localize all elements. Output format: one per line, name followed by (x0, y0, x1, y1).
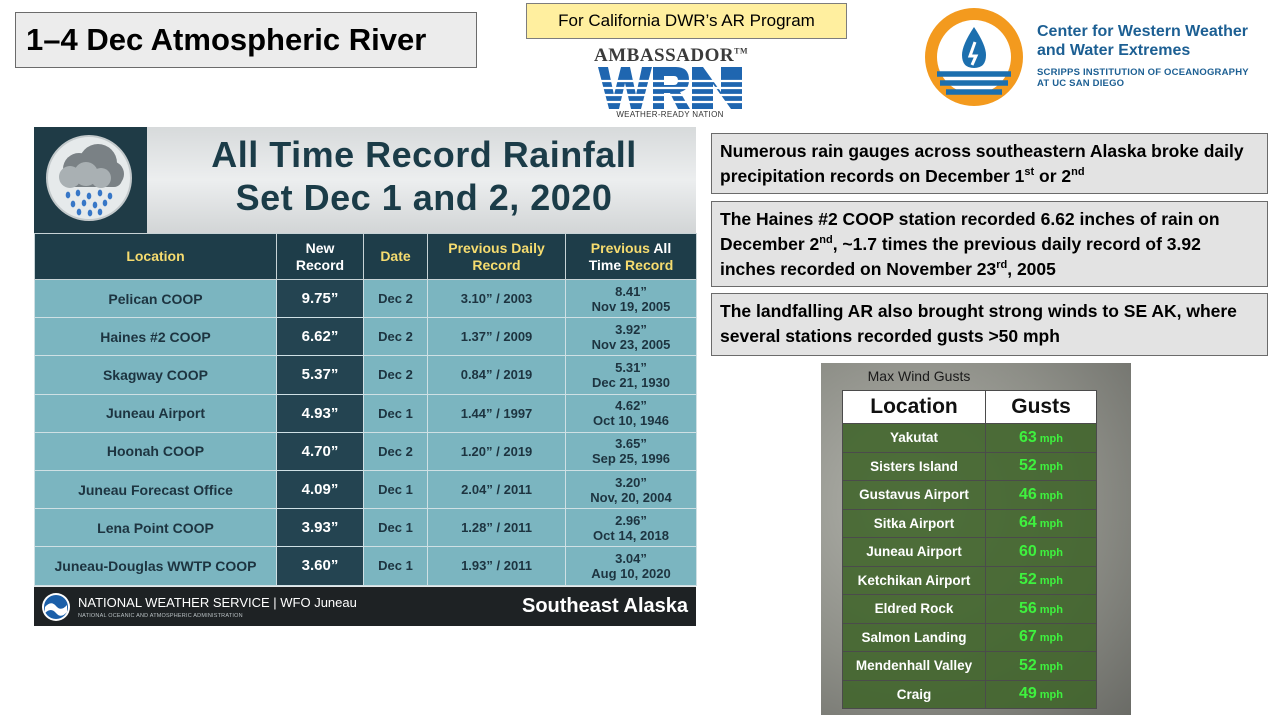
gust-value-cell (986, 538, 1097, 567)
table-row (35, 318, 697, 356)
station-name: Haines #2 COOP (35, 318, 277, 356)
info2-text-b: , ~1.7 times the previous daily record of 3.92 inches recorded on November 23 (720, 234, 1201, 279)
previous-daily-record: 0.84” / 2019 (428, 356, 566, 394)
previous-daily-record: 2.04” / 2011 (428, 470, 566, 508)
gust-value-cell (986, 509, 1097, 538)
wind-gust-graphic (821, 363, 1131, 715)
wind-station-name: Gustavus Airport (843, 481, 986, 510)
all-time-date: Sep 25, 1996 (591, 451, 671, 467)
all-time-value: 5.31” (615, 359, 647, 375)
table-row (843, 680, 1097, 709)
previous-daily-record: 1.28” / 2011 (428, 509, 566, 547)
info1-sup-a: st (1024, 166, 1035, 179)
rainfall-header-row (35, 234, 697, 280)
wind-station-name: Juneau Airport (843, 538, 986, 567)
col-header-previous-daily (428, 234, 566, 280)
info2-text-a: The Haines #2 COOP station recorded 6.62 inches of rain on December 2 (720, 209, 1220, 254)
wind-header-row (843, 391, 1097, 424)
station-name: Juneau Forecast Office (35, 470, 277, 508)
gust-value-cell (986, 566, 1097, 595)
new-record-value: 3.93” (277, 509, 364, 547)
gust-value: 63 (1018, 428, 1037, 446)
gust-unit: mph (1039, 546, 1064, 559)
trademark-mark: TM (734, 46, 749, 56)
gust-value: 52 (1018, 571, 1037, 589)
gust-value: 56 (1018, 599, 1037, 617)
wind-station-name: Eldred Rock (843, 595, 986, 624)
new-record-value: 9.75” (277, 280, 364, 318)
info2-sup-b: rd (996, 259, 1008, 272)
previous-all-time-record (566, 318, 697, 356)
table-row (843, 623, 1097, 652)
prev-all-2a: Time (588, 256, 622, 273)
new-record-line2: Record (295, 256, 345, 273)
info1-sup-b: nd (1071, 166, 1085, 179)
gust-unit: mph (1039, 575, 1064, 588)
wind-gust-caption: Max Wind Gusts (867, 368, 971, 384)
record-rainfall-graphic (34, 127, 696, 626)
wind-station-name: Craig (843, 680, 986, 709)
previous-all-time-record (566, 547, 697, 585)
table-row (843, 538, 1097, 567)
station-name: Juneau-Douglas WWTP COOP (35, 547, 277, 585)
previous-all-time-record (566, 509, 697, 547)
info-box-winds: The landfalling AR also brought strong winds to SE AK, where several stations recorded gusts >50 mph (711, 293, 1268, 356)
previous-daily-record: 1.93” / 2011 (428, 547, 566, 585)
rain-cloud-box (34, 127, 147, 233)
all-time-value: 2.96” (615, 512, 647, 528)
gust-value: 49 (1018, 685, 1037, 703)
table-row (35, 432, 697, 470)
gust-unit: mph (1039, 461, 1064, 474)
previous-daily-record: 1.20” / 2019 (428, 432, 566, 470)
station-name: Pelican COOP (35, 280, 277, 318)
col-header-location: Location (843, 391, 986, 424)
previous-daily-line2: Record (472, 256, 521, 273)
gust-value-cell (986, 452, 1097, 481)
previous-daily-line1: Previous Daily (448, 239, 545, 256)
record-rainfall-title (154, 133, 694, 219)
record-date: Dec 1 (364, 394, 428, 432)
previous-daily-record: 3.10” / 2003 (428, 280, 566, 318)
noaa-agency-name: NATIONAL OCEANIC AND ATMOSPHERIC ADMINISTRATION (78, 613, 243, 619)
wind-station-name: Mendenhall Valley (843, 652, 986, 681)
gust-unit: mph (1039, 489, 1064, 502)
gust-unit: mph (1039, 518, 1064, 531)
wrn-tagline: WEATHER-READY NATION (616, 110, 724, 119)
ambassador-text: AMBASSADOR (594, 45, 735, 66)
wind-station-name: Salmon Landing (843, 623, 986, 652)
record-date: Dec 1 (364, 547, 428, 585)
all-time-date: Oct 14, 2018 (593, 527, 669, 543)
cw3e-drop-icon (924, 5, 1028, 109)
gust-unit: mph (1039, 432, 1064, 445)
all-time-date: Nov, 20, 2004 (590, 489, 672, 505)
gust-value-cell (986, 595, 1097, 624)
record-date: Dec 2 (364, 432, 428, 470)
new-record-value: 4.93” (277, 394, 364, 432)
gust-value: 52 (1018, 656, 1037, 674)
nws-office-name: NATIONAL WEATHER SERVICE | WFO Juneau (78, 595, 357, 610)
new-record-value: 6.62” (277, 318, 364, 356)
all-time-value: 8.41” (615, 283, 647, 299)
table-row (35, 280, 697, 318)
rain-cloud-icon (34, 127, 147, 233)
prev-all-2b: Record (625, 256, 674, 273)
all-time-date: Nov 23, 2005 (591, 336, 671, 352)
record-date: Dec 2 (364, 318, 428, 356)
col-header-date: Date (364, 234, 428, 280)
gust-unit: mph (1039, 689, 1064, 702)
previous-all-time-record (566, 470, 697, 508)
record-rainfall-header (34, 127, 696, 233)
record-rainfall-title-line2: Set Dec 1 and 2, 2020 (235, 177, 613, 218)
all-time-date: Dec 21, 1930 (591, 374, 671, 390)
info2-text-c: , 2005 (1007, 259, 1056, 279)
wind-station-name: Yakutat (843, 424, 986, 453)
gust-unit: mph (1039, 632, 1064, 645)
new-record-value: 4.09” (277, 470, 364, 508)
info1-text-a: Numerous rain gauges across southeastern Alaska broke daily precipitation records on December 1 (720, 141, 1244, 186)
all-time-date: Aug 10, 2020 (591, 565, 671, 581)
info-box-rain-gauges (711, 133, 1268, 194)
gust-value: 67 (1018, 628, 1037, 646)
table-row (843, 652, 1097, 681)
previous-all-time-record (566, 280, 697, 318)
station-name: Juneau Airport (35, 394, 277, 432)
previous-all-time-record (566, 394, 697, 432)
table-row (843, 509, 1097, 538)
table-row (843, 424, 1097, 453)
cw3e-sub-line1: SCRIPPS INSTITUTION OF OCEANOGRAPHY (1037, 67, 1249, 78)
record-rainfall-title-line1: All Time Record Rainfall (211, 134, 637, 175)
gust-value-cell (986, 680, 1097, 709)
all-time-value: 4.62” (615, 398, 647, 414)
info-box-haines (711, 201, 1268, 287)
all-time-value: 3.20” (615, 474, 647, 490)
prev-all-1a: Previous (590, 239, 650, 256)
previous-all-time-record (566, 432, 697, 470)
all-time-date: Nov 19, 2005 (591, 298, 671, 314)
wind-station-name: Sisters Island (843, 452, 986, 481)
info2-sup-a: nd (819, 234, 833, 247)
new-record-value: 3.60” (277, 547, 364, 585)
cw3e-logo (924, 5, 1269, 109)
record-date: Dec 1 (364, 509, 428, 547)
gust-value-cell (986, 652, 1097, 681)
wrn-ambassador-logo (590, 43, 750, 121)
table-row (35, 470, 697, 508)
col-header-new-record (277, 234, 364, 280)
station-name: Hoonah COOP (35, 432, 277, 470)
all-time-value: 3.04” (615, 550, 647, 566)
noaa-logo-icon (41, 592, 71, 622)
previous-all-time-record (566, 356, 697, 394)
station-name: Skagway COOP (35, 356, 277, 394)
previous-daily-record: 1.37” / 2009 (428, 318, 566, 356)
new-record-value: 4.70” (277, 432, 364, 470)
program-label: For California DWR’s AR Program (526, 3, 847, 39)
nws-footer (34, 587, 696, 626)
region-label: Southeast Alaska (522, 595, 688, 617)
previous-daily-record: 1.44” / 1997 (428, 394, 566, 432)
all-time-date: Oct 10, 1946 (593, 413, 669, 429)
cw3e-affiliation (1037, 67, 1272, 89)
gust-value-cell (986, 481, 1097, 510)
new-record-line1: New (305, 239, 335, 256)
gust-value: 60 (1018, 542, 1037, 560)
col-header-gusts: Gusts (986, 391, 1097, 424)
gust-value: 46 (1018, 485, 1037, 503)
all-time-value: 3.92” (615, 321, 647, 337)
record-date: Dec 2 (364, 280, 428, 318)
table-row (843, 481, 1097, 510)
record-date: Dec 1 (364, 470, 428, 508)
col-header-location: Location (35, 234, 277, 280)
record-date: Dec 2 (364, 356, 428, 394)
all-time-value: 3.65” (615, 436, 647, 452)
wind-gust-table (842, 390, 1097, 709)
gust-value-cell (986, 623, 1097, 652)
cw3e-name-line1: Center for Western Weather (1037, 23, 1249, 40)
col-header-previous-all-time (566, 234, 697, 280)
prev-all-1b: All (653, 239, 672, 256)
new-record-value: 5.37” (277, 356, 364, 394)
info1-text-b: or 2 (1034, 166, 1072, 186)
station-name: Lena Point COOP (35, 509, 277, 547)
table-row (35, 509, 697, 547)
gust-value: 52 (1018, 457, 1037, 475)
table-row (843, 452, 1097, 481)
table-row (843, 595, 1097, 624)
table-row (843, 566, 1097, 595)
cw3e-sub-line2: AT UC SAN DIEGO (1037, 78, 1125, 89)
gust-value-cell (986, 424, 1097, 453)
cw3e-name (1037, 22, 1272, 60)
wind-station-name: Ketchikan Airport (843, 566, 986, 595)
table-row (35, 356, 697, 394)
gust-unit: mph (1039, 603, 1064, 616)
gust-value: 64 (1018, 514, 1037, 532)
wind-station-name: Sitka Airport (843, 509, 986, 538)
gust-unit: mph (1039, 660, 1064, 673)
table-row (35, 547, 697, 585)
cw3e-name-line2: and Water Extremes (1037, 42, 1191, 59)
table-row (35, 394, 697, 432)
slide-title: 1–4 Dec Atmospheric River (15, 12, 477, 68)
record-rainfall-table (34, 233, 697, 586)
